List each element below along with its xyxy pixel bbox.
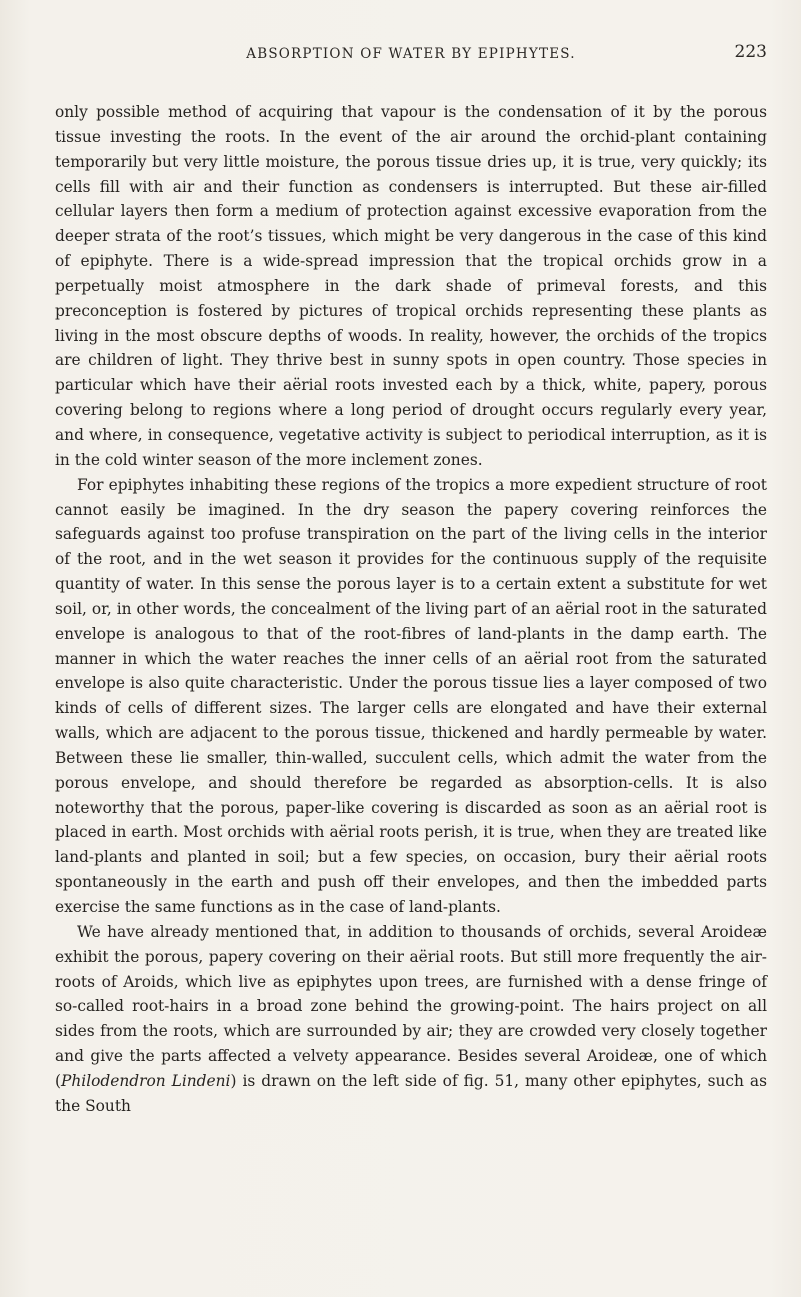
page-number: 223 xyxy=(734,42,767,62)
paragraph-2: For epiphytes inhabiting these regions of the tropics a more expedient structure of root cannot easily be imagined. In the dry season the papery covering reinforces the safeguards against too profuse transpiration on the part of the living cells in the interior of the root, and in the wet season it provides for the continuous supply of the requisite quantity of water. In this sense the porous layer is to a certain extent a substitute for wet soil, or, in other words, the concealment of the living part of an aërial root in the saturated envelope is analogous to that of the root-fibres of land-plants in the damp earth. The manner in which the water reaches the inner cells of an aërial root from the saturated envelope is also quite characteristic. Under the porous tissue lies a layer composed of two kinds of cells of different sizes. The larger cells are elongated and have their external walls, which are adjacent to the porous tissue, thickened and hardly permeable by water. Between these lie smaller, thin-walled, succulent cells, which admit the water from the porous envelope, and should therefore be regarded as absorption-cells. It is also noteworthy that the porous, paper-like covering is discarded as soon as an aërial root is placed in earth. Most orchids with aërial roots perish, it is true, when they are treated like land-plants and planted in soil; but a few species, on occasion, bury their aërial roots spontaneously in the earth and push off their envelopes, and then the imbedded parts exercise the same functions as in the case of land-plants. xyxy=(55,475,767,916)
running-head: ABSORPTION OF WATER BY EPIPHYTES. xyxy=(246,46,576,62)
page-header xyxy=(55,42,767,66)
paragraph-3-text-before: We have already mentioned that, in addition to thousands of orchids, several Aroideæ exhibit the porous, papery covering on their aërial roots. But still more frequently the air-roots of Aroids, which live as epiphytes upon trees, are furnished with a dense fringe of so-called root-hairs in a broad zone behind the growing-point. The hairs project on all sides from the roots, which are surrounded by air; they are crowded very closely together and give the parts affected a velvety appearance. Besides several Aroideæ, one of which ( xyxy=(55,922,767,1090)
body-text xyxy=(55,100,767,1119)
paragraph-3 xyxy=(55,920,767,1119)
paragraph-1: only possible method of acquiring that vapour is the condensation of it by the porous tissue investing the roots. In the event of the air around the orchid-plant containing temporarily but very little moisture, the porous tissue dries up, it is true, very quickly; its cells fill with air and their function as condensers is interrupted. But these air-filled cellular layers then form a medium of protection against excessive evaporation from the deeper strata of the root’s tissues, which might be very dangerous in the case of this kind of epiphyte. There is a wide-spread impression that the tropical orchids grow in a perpetually moist atmosphere in the dark shade of primeval forests, and this preconception is fostered by pictures of tropical orchids representing these plants as living in the most obscure depths of woods. In reality, however, the orchids of the tropics are children of light. They thrive best in sunny spots in open country. Those species in particular which have their aërial roots invested each by a thick, white, papery, porous covering belong to regions where a long period of drought occurs regularly every year, and where, in consequence, vegetative activity is subject to periodical interruption, as it is in the cold winter season of the more inclement zones. xyxy=(55,103,767,469)
paragraph-3-text-after: ) is drawn on the left side of fig. 51, many other epiphytes, such as the South xyxy=(55,1071,767,1115)
species-name-philodendron: Philodendron Lindeni xyxy=(61,1071,231,1090)
